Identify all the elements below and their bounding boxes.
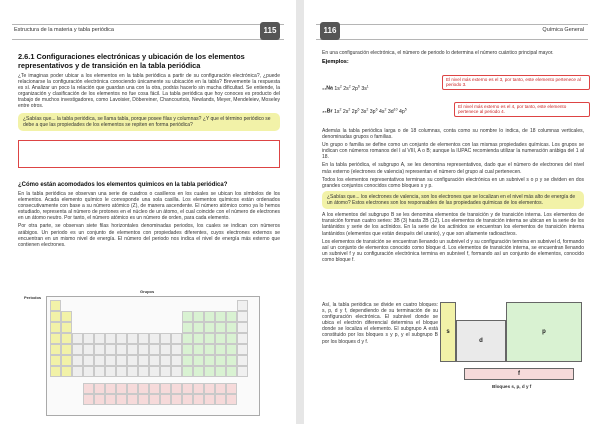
element-cell <box>237 355 248 366</box>
element-cell <box>171 366 182 377</box>
element-cell <box>237 322 248 333</box>
element-cell <box>237 311 248 322</box>
element-cell <box>182 383 193 394</box>
element-cell <box>61 322 72 333</box>
element-cell <box>116 344 127 355</box>
element-cell <box>72 366 83 377</box>
left-page-number: 115 <box>260 22 280 40</box>
example-na-config: $1s^2$ $2s^2$ $2p^6$ $3s^1$ <box>334 84 369 92</box>
element-cell <box>149 394 160 405</box>
element-cell <box>116 355 127 366</box>
right-content-mid <box>322 128 584 265</box>
element-cell <box>61 366 72 377</box>
element-cell <box>204 383 215 394</box>
element-cell <box>226 394 237 405</box>
element-cell <box>61 311 72 322</box>
element-cell <box>116 333 127 344</box>
element-cell <box>226 355 237 366</box>
element-cell <box>83 344 94 355</box>
section-title: 2.6.1 Configuraciones electrónicas y ubicación de los elementos representativos y de transición en la tabla periódica <box>18 52 245 70</box>
element-cell <box>83 366 94 377</box>
element-cell <box>171 383 182 394</box>
element-cell <box>193 344 204 355</box>
element-cell <box>160 344 171 355</box>
element-cell <box>237 333 248 344</box>
element-cell <box>94 333 105 344</box>
left-header-title: Estructura de la materia y tabla periódica <box>14 27 114 33</box>
element-cell <box>138 333 149 344</box>
intro-paragraph: ¿Te imaginas poder ubicar a los elementos en la tabla periódica a partir de su configuración electrónica?, ¿puede relacionarse la configuración electrónica conociendo únicamente su ubicación en la tabla? Brevemente la respuesta es sí. Analizar un poco la relación que guardan una con la otra, podrás hacerlo sin mucha dificultad. Se entiende, la organización y clasificación de los elementos no fue cosa fácil. La tabla periódica que hoy conoces es producto del trabajo de muchos investigadores, como Lavoisier, Döbereiner, Chancourtois, Newlands, Meyer, Mendeleiev, Moseley entre otros. <box>18 73 280 110</box>
element-cell <box>94 366 105 377</box>
element-cell <box>160 394 171 405</box>
element-cell <box>171 394 182 405</box>
element-cell <box>215 311 226 322</box>
element-cell <box>160 366 171 377</box>
element-cell <box>72 333 83 344</box>
element-cell <box>50 333 61 344</box>
element-cell <box>182 344 193 355</box>
element-cell <box>83 383 94 394</box>
element-cell <box>204 322 215 333</box>
periods-label: Periodos <box>24 295 42 300</box>
para-casilleros: En la tabla periódica se observan una serie de cuadros o casilleros en los cuales se ubican los símbolos de los elementos. Acada elemento químico le corresponde una sola casilla. Los elementos químicos están ordenados consecutivamente con base a su número atómico (Z), de manera ascendente. El número atómico como ya lo hemos estudiado, representa al número de protones en el núcleo de un átomo, el cual coincide con el número de electrones en un átomo neutro. Por tanto, el número atómico es un número de orden, para cada elemento. <box>18 190 280 222</box>
element-cell <box>83 333 94 344</box>
element-cell <box>193 383 204 394</box>
right-content-bottom <box>322 302 438 347</box>
para-subgroup-b: A los elementos del subgrupo B se les denomina elementos de transición y de transición interna. Los elementos de transición forman cuatro series: 3B (3) hasta 2B (12). Los elementos de transición interna se ubican en la serie de los lantánidos y serie de los actínidos. En la serie de los actínidos se encuentran los elementos de transición interna lantánidos (elementos que están después del uranio), y que son altamente radioactivos. <box>322 212 584 237</box>
blocks-caption: Bloques s, p, d y f <box>492 384 532 389</box>
element-cell <box>193 366 204 377</box>
example-na-symbol: ₁₁Na <box>322 85 333 92</box>
element-cell <box>204 394 215 405</box>
right-content-top <box>322 50 584 65</box>
element-cell <box>94 355 105 366</box>
element-cell <box>204 366 215 377</box>
element-cell <box>204 355 215 366</box>
element-cell <box>204 333 215 344</box>
para-periodos: Por otra parte, se observan siete filas horizontales denominadas periodos, los cuales se indican con números arábigos. Un periodo es un conjunto de elementos con propiedades diferentes, cuyos electrones externos se encuentran en un mismo nivel de energía. El número del periodo nos indica el nivel de energía más externo que contienen electrones. <box>18 223 280 248</box>
element-cell <box>237 344 248 355</box>
element-cell <box>105 366 116 377</box>
element-cell <box>138 394 149 405</box>
element-cell <box>149 383 160 394</box>
para-group: Un grupo o familia se define como un conjunto de elementos con las mismas propiedades químicas. Los grupos se indican con números romanos del I al VIII, A o B; aunque la IUPAC recomienda utilizar la numeración arábiga del 1 al 18. <box>322 142 584 161</box>
subsection-title: ¿Cómo están acomodados los elementos químicos en la tabla periódica? <box>18 181 228 188</box>
element-cell <box>127 394 138 405</box>
element-cell <box>127 344 138 355</box>
element-cell <box>72 344 83 355</box>
element-cell <box>94 394 105 405</box>
element-cell <box>226 344 237 355</box>
element-cell <box>215 366 226 377</box>
element-cell <box>105 383 116 394</box>
element-cell <box>138 355 149 366</box>
element-cell <box>215 344 226 355</box>
element-cell <box>138 344 149 355</box>
element-cell <box>127 383 138 394</box>
element-cell <box>171 333 182 344</box>
element-cell <box>204 311 215 322</box>
element-cell <box>160 355 171 366</box>
intro-periodo: En una configuración electrónica, el número de periodo lo determina el número cuántico principal mayor. <box>322 50 554 56</box>
element-cell <box>50 344 61 355</box>
element-cell <box>105 344 116 355</box>
element-cell <box>83 394 94 405</box>
element-cell <box>61 333 72 344</box>
element-cell <box>182 322 193 333</box>
element-cell <box>237 300 248 311</box>
element-cell <box>72 355 83 366</box>
element-cell <box>50 322 61 333</box>
element-cell <box>171 344 182 355</box>
left-content <box>18 52 280 250</box>
element-cell <box>215 394 226 405</box>
element-cell <box>226 383 237 394</box>
element-cell <box>160 383 171 394</box>
element-cell <box>182 394 193 405</box>
element-cell <box>50 366 61 377</box>
element-cell <box>193 333 204 344</box>
left-page-header <box>12 24 284 40</box>
element-cell <box>61 355 72 366</box>
element-cell <box>127 366 138 377</box>
example-br-config: $1s^2$ $2s^2$ $2p^6$ $3s^2$ $3p^6$ $4s^2$ $3d^{10}$ $4p^5$ <box>334 107 407 115</box>
block-p: p <box>506 302 582 362</box>
right-page <box>304 0 600 424</box>
right-page-number: 116 <box>320 22 340 40</box>
element-cell <box>193 311 204 322</box>
element-cell <box>116 383 127 394</box>
element-cell <box>149 344 160 355</box>
element-cell <box>94 344 105 355</box>
element-cell <box>182 355 193 366</box>
element-cell <box>215 333 226 344</box>
element-cell <box>226 322 237 333</box>
para-columns: Además la tabla periódica larga o de 18 columnas, conta como su nombre lo indica, de 18 columnas verticales, denominadas grupos o familias. <box>322 128 584 141</box>
red-outline-box <box>18 140 280 168</box>
element-cell <box>215 355 226 366</box>
element-cell <box>226 333 237 344</box>
element-cell <box>215 383 226 394</box>
example-na <box>322 84 369 92</box>
block-d: d <box>456 320 506 362</box>
element-cell <box>50 311 61 322</box>
element-cell <box>182 333 193 344</box>
right-page-header <box>316 24 588 40</box>
example-br-symbol: ₃₅Br <box>322 108 333 115</box>
sabias-que-box: ¿Sabías que... la tabla periódica, se llama tabla, porque posee filas y columnas? ¿Y que el término periódico se debe a que las propiedades de los elementos se repiten en forma periódica? <box>18 113 280 131</box>
element-cell <box>50 355 61 366</box>
para-config-sp: Todos los elementos representativos terminan su configuración electrónica en un subnivel s o p y se dividen en dos grandes conjuntos conocidos como bloques s y p. <box>322 176 584 189</box>
example-br-note: El nivel más externo es el 4, por tanto, este elemento pertenece al periodo 4. <box>454 102 590 117</box>
element-cell <box>193 394 204 405</box>
element-cell <box>149 333 160 344</box>
element-cell <box>226 366 237 377</box>
element-cell <box>94 383 105 394</box>
element-cell <box>193 322 204 333</box>
para-blocks: Así, la tabla periódica se divide en cuatro bloques: s, p, d y f, dependiendo de su terminación de su configuración electrónica. El subnivel donde se ubica el electrón diferencial determina el bloque donde se localiza el elemento. El subgrupo A está constituido por los bloques s y p, y el subgrupo B por los bloques d y f. <box>322 302 438 345</box>
block-s: s <box>440 302 456 362</box>
element-cell <box>127 355 138 366</box>
element-cell <box>61 344 72 355</box>
element-cell <box>149 355 160 366</box>
examples-label: Ejemplos: <box>322 59 349 66</box>
element-cell <box>138 366 149 377</box>
element-cell <box>116 394 127 405</box>
element-cell <box>127 333 138 344</box>
para-subgroup-a: En la tabla periódica, el subgrupo A, se les denomina representativos, dado que el número de electrones del nivel más externo (electrones de valencia) representan el número del grupo al cual pertenecen. <box>322 162 584 175</box>
element-cell <box>50 300 61 311</box>
element-cell <box>105 333 116 344</box>
element-cell <box>105 394 116 405</box>
para-blocks-d-f: Los elementos de transición se encuentran llenando un subnivel d y su configuración termina en subnivel d, formando así un conjunto de elementos conocido como bloque d. Los elementos de transición interna, se encuentran llenando un subnivel f y su configuración electrónica termina en subnivel f, formando así un conjunto de elementos, conocido como bloque f. <box>322 238 584 263</box>
element-cell <box>193 355 204 366</box>
groups-label: Grupos <box>140 289 155 294</box>
example-na-note: El nivel más externo es el 3, por tanto, este elemento pertenece al periodo 3. <box>442 75 590 90</box>
block-f: f <box>464 368 574 380</box>
element-cell <box>171 355 182 366</box>
element-cell <box>237 366 248 377</box>
sabias-que-box-2: ¿Sabías que... los electrones de valencia, son los electrones que se localizan en el nivel más alto de energía de un átomo? Estos electrones son los responsables de las propiedades químicas de los elementos. <box>322 191 584 209</box>
periodic-table <box>46 296 260 416</box>
element-cell <box>182 366 193 377</box>
element-cell <box>226 311 237 322</box>
right-header-title: Química General <box>542 27 584 33</box>
element-cell <box>105 355 116 366</box>
example-br <box>322 107 407 115</box>
left-page <box>0 0 296 424</box>
element-cell <box>160 333 171 344</box>
element-cell <box>182 311 193 322</box>
element-cell <box>83 355 94 366</box>
element-cell <box>149 366 160 377</box>
element-cell <box>116 366 127 377</box>
element-cell <box>138 383 149 394</box>
element-cell <box>204 344 215 355</box>
element-cell <box>215 322 226 333</box>
